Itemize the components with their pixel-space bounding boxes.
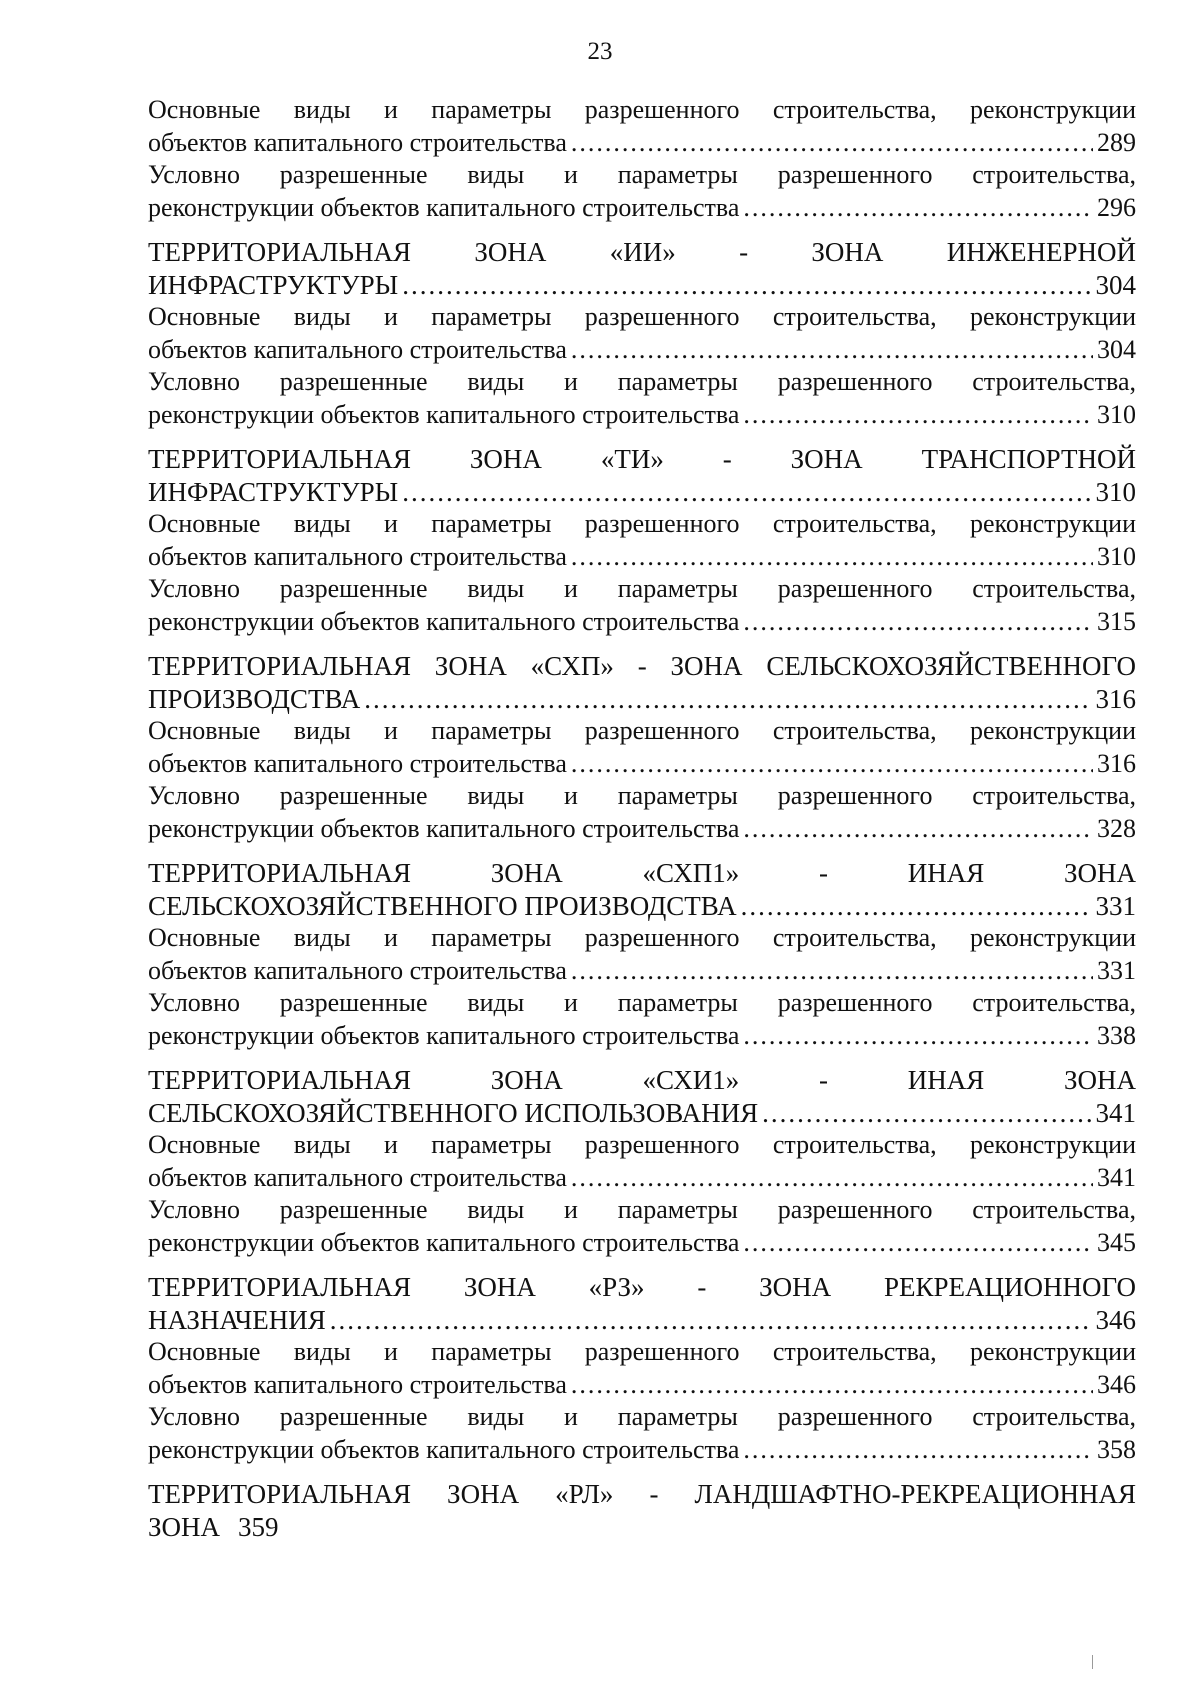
toc-page-ref: 328 — [1097, 813, 1136, 843]
leader-dots — [743, 606, 1093, 639]
toc-entry-line1: ТЕРРИТОРИАЛЬНАЯ ЗОНА «СХП» - ЗОНА СЕЛЬСКОХОЗЯЙСТВЕННОГО — [148, 651, 1136, 681]
toc-entry-line2: объектов капитального строительства — [148, 955, 567, 985]
leader-dots — [743, 1227, 1093, 1260]
toc-page-ref: 359 — [238, 1511, 279, 1542]
leader-dots — [762, 1097, 1091, 1130]
leader-dots — [571, 334, 1093, 367]
page-number: 23 — [587, 38, 613, 65]
leader-dots — [743, 1020, 1093, 1053]
toc-entry-line1: ТЕРРИТОРИАЛЬНАЯ ЗОНА «ИИ» - ЗОНА ИНЖЕНЕРНОЙ — [148, 237, 1136, 267]
toc-entry-line1: ТЕРРИТОРИАЛЬНАЯ ЗОНА «СХИ1» - ИНАЯ ЗОНА — [148, 1065, 1136, 1095]
toc-entry-line1: ТЕРРИТОРИАЛЬНАЯ ЗОНА «РЛ» - ЛАНДШАФТНО-РЕКРЕАЦИОННАЯ — [148, 1479, 1136, 1509]
toc-entry[interactable] — [148, 301, 1136, 366]
toc-entry-line2: реконструкции объектов капитального строительства — [148, 813, 740, 843]
toc-entry-line1: Основные виды и параметры разрешенного строительства, реконструкции — [148, 302, 1136, 331]
toc-entry-line1: Условно разрешенные виды и параметры разрешенного строительства, — [148, 367, 1136, 396]
toc-page-ref: 315 — [1097, 606, 1136, 636]
toc-zone-entry[interactable] — [148, 1064, 1136, 1129]
toc-entry-line2: реконструкции объектов капитального строительства — [148, 1227, 740, 1257]
toc-page-ref: 304 — [1095, 269, 1136, 300]
toc-entry-line2: объектов капитального строительства — [148, 748, 567, 778]
toc-entry-line1: ТЕРРИТОРИАЛЬНАЯ ЗОНА «РЗ» - ЗОНА РЕКРЕАЦИОННОГО — [148, 1272, 1136, 1302]
toc-page-ref: 331 — [1095, 890, 1136, 921]
toc-entry[interactable] — [148, 508, 1136, 573]
toc-entry-line2: ЗОНА — [148, 1511, 221, 1542]
toc-entry-line2: ИНФРАСТРУКТУРЫ — [148, 476, 399, 507]
toc-entry[interactable] — [148, 780, 1136, 845]
leader-dots — [743, 813, 1093, 846]
toc-page-ref: 296 — [1097, 192, 1136, 222]
leader-dots — [364, 683, 1091, 716]
toc-zone-entry[interactable] — [148, 857, 1136, 922]
toc-page-ref: 316 — [1097, 748, 1136, 778]
toc-entry-line2: ПРОИЗВОДСТВА — [148, 683, 361, 714]
toc-entry[interactable] — [148, 1336, 1136, 1401]
toc-entry-line1: Основные виды и параметры разрешенного строительства, реконструкции — [148, 1130, 1136, 1159]
toc-entry-line2: реконструкции объектов капитального строительства — [148, 1434, 740, 1464]
toc-entry-line2: объектов капитального строительства — [148, 1162, 567, 1192]
toc-page-ref: 310 — [1097, 399, 1136, 429]
toc-entry-line1: Условно разрешенные виды и параметры разрешенного строительства, — [148, 781, 1136, 810]
toc-entry-line2: реконструкции объектов капитального строительства — [148, 606, 740, 636]
toc-page-ref: 341 — [1097, 1162, 1136, 1192]
toc-entry-line1: Условно разрешенные виды и параметры разрешенного строительства, — [148, 1195, 1136, 1224]
toc-entry-line2: объектов капитального строительства — [148, 127, 567, 157]
toc-entry-line1: Условно разрешенные виды и параметры разрешенного строительства, — [148, 1402, 1136, 1431]
toc-entry[interactable] — [148, 1129, 1136, 1194]
toc-entry-line1: Основные виды и параметры разрешенного строительства, реконструкции — [148, 509, 1136, 538]
toc-entry[interactable] — [148, 159, 1136, 224]
leader-dots — [571, 1162, 1093, 1195]
toc-entry-line1: Основные виды и параметры разрешенного строительства, реконструкции — [148, 95, 1136, 124]
toc-page-ref: 310 — [1097, 541, 1136, 571]
toc-entry-line1: Условно разрешенные виды и параметры разрешенного строительства, — [148, 574, 1136, 603]
toc-entry-line2: реконструкции объектов капитального строительства — [148, 1020, 740, 1050]
toc-entry-line2: СЕЛЬСКОХОЗЯЙСТВЕННОГО ПРОИЗВОДСТВА — [148, 890, 737, 921]
scan-artifact-mark — [1092, 1655, 1093, 1669]
leader-dots — [402, 269, 1091, 302]
toc-entry[interactable] — [148, 715, 1136, 780]
leader-dots — [571, 541, 1093, 574]
toc-zone-entry[interactable] — [148, 650, 1136, 715]
toc-page-ref: 310 — [1095, 476, 1136, 507]
toc-page-ref: 289 — [1097, 127, 1136, 157]
leader-dots — [743, 399, 1093, 432]
toc-zone-entry[interactable] — [148, 236, 1136, 301]
toc-entry-line2: объектов капитального строительства — [148, 1369, 567, 1399]
toc-page-ref: 338 — [1097, 1020, 1136, 1050]
toc-entry-line2: реконструкции объектов капитального строительства — [148, 192, 740, 222]
leader-dots — [571, 1369, 1093, 1402]
leader-dots — [571, 127, 1093, 160]
toc-page-ref: 346 — [1097, 1369, 1136, 1399]
toc-entry-line2: реконструкции объектов капитального строительства — [148, 399, 740, 429]
toc-entry-line1: Условно разрешенные виды и параметры разрешенного строительства, — [148, 160, 1136, 189]
toc-entry[interactable] — [148, 1401, 1136, 1466]
toc-zone-entry[interactable] — [148, 443, 1136, 508]
toc-entry-line2: НАЗНАЧЕНИЯ — [148, 1304, 326, 1335]
leader-dots — [402, 476, 1091, 509]
table-of-contents — [148, 94, 1136, 1543]
toc-entry-line2: СЕЛЬСКОХОЗЯЙСТВЕННОГО ИСПОЛЬЗОВАНИЯ — [148, 1097, 759, 1128]
toc-entry-line1: Основные виды и параметры разрешенного строительства, реконструкции — [148, 923, 1136, 952]
toc-page-ref: 341 — [1095, 1097, 1136, 1128]
toc-entry[interactable] — [148, 573, 1136, 638]
toc-entry[interactable] — [148, 366, 1136, 431]
toc-page-ref: 346 — [1095, 1304, 1136, 1335]
toc-entry-line1: ТЕРРИТОРИАЛЬНАЯ ЗОНА «ТИ» - ЗОНА ТРАНСПОРТНОЙ — [148, 444, 1136, 474]
toc-page-ref: 304 — [1097, 334, 1136, 364]
toc-page-ref: 345 — [1097, 1227, 1136, 1257]
toc-page-ref: 331 — [1097, 955, 1136, 985]
leader-dots — [741, 890, 1092, 923]
toc-entry-line1: Основные виды и параметры разрешенного строительства, реконструкции — [148, 1337, 1136, 1366]
toc-zone-entry-last[interactable] — [148, 1478, 1136, 1543]
toc-page-ref: 358 — [1097, 1434, 1136, 1464]
toc-zone-entry[interactable] — [148, 1271, 1136, 1336]
toc-entry[interactable] — [148, 1194, 1136, 1259]
leader-dots — [330, 1304, 1092, 1337]
toc-entry-line1: ТЕРРИТОРИАЛЬНАЯ ЗОНА «СХП1» - ИНАЯ ЗОНА — [148, 858, 1136, 888]
toc-entry-line2: объектов капитального строительства — [148, 541, 567, 571]
leader-dots — [571, 955, 1093, 988]
leader-dots — [743, 192, 1093, 225]
leader-dots — [743, 1434, 1093, 1467]
toc-entry[interactable] — [148, 987, 1136, 1052]
toc-entry[interactable] — [148, 94, 1136, 159]
toc-page-ref: 316 — [1095, 683, 1136, 714]
toc-entry[interactable] — [148, 922, 1136, 987]
toc-entry-line1: Условно разрешенные виды и параметры разрешенного строительства, — [148, 988, 1136, 1017]
toc-entry-line2: ИНФРАСТРУКТУРЫ — [148, 269, 399, 300]
toc-entry-line1: Основные виды и параметры разрешенного строительства, реконструкции — [148, 716, 1136, 745]
leader-dots — [571, 748, 1093, 781]
toc-entry-line2: объектов капитального строительства — [148, 334, 567, 364]
